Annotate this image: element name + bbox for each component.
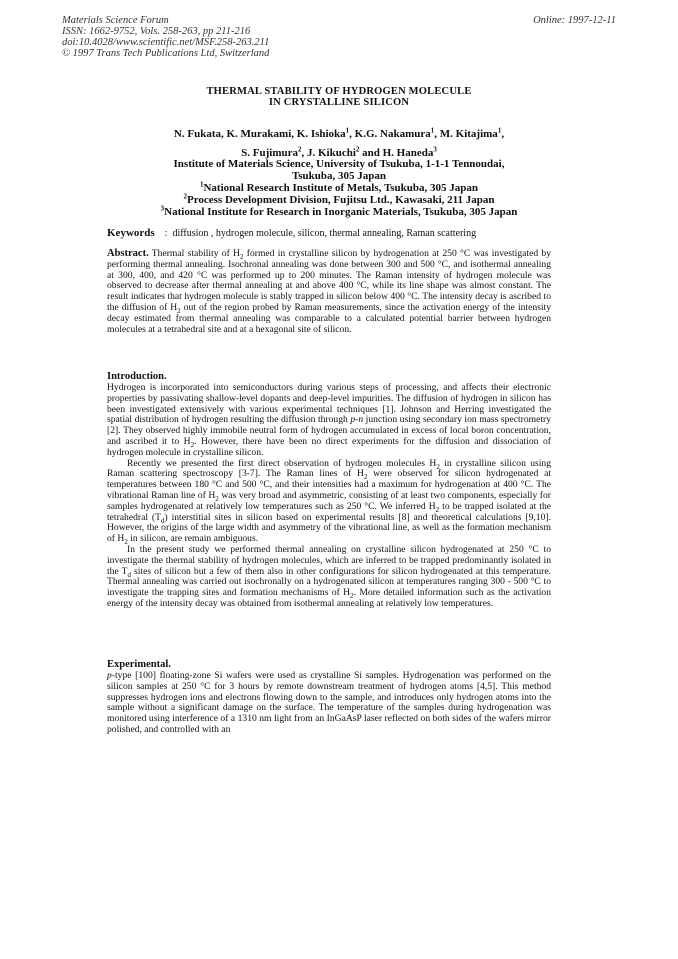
introduction-section [107,371,551,610]
paper-title [0,86,678,108]
intro-paragraph-1: Hydrogen is incorporated into semiconductors during various steps of processing, and affects their electronic properties by passivating shallow-level dopants and deep-level impurities. The diffusion of hydrogen in silicon has been investigated extensively with various experimental techniques [1]. Johnson and Herring investigated the spatial distribution of hydrogen resulting the diffusion through p-n junction using secondary ion mass spectrometry [2]. They observed highly immobile neutral form of hydrogen accumulated in excess of local boron concentration, and ascribed it to $H_2$. However, there have been no direct experiments for the diffusion and dissociation of hydrogen molecule in crystalline silicon. [107,382,551,458]
abstract-label: Abstract. [107,248,149,259]
experimental-section [107,659,551,736]
experimental-heading: Experimental. [107,659,171,670]
author-line-1: N. Fukata, K. Murakami, K. Ishioka$^1$, K.G. Nakamura$^1$, M. Kitajima$^1$, [173,126,505,140]
experimental-paragraph-1: p-type [100] floating-zone Si wafers were used as crystalline Si samples. Hydrogenation was performed on the silicon samples at 250 °C for 3 hours by remote downstream treatment of hydrogen atoms [4,5]. This method suppresses hydrogen ions and electrons flowing down to the sample, and introduces only hydrogen atoms into the sample without a significant damage on the surface. The temperature of the samples during hydrogenation was monitored using interference of a 1310 nm light from an InGaAsP laser reflected on both sides of the wafers mirror polished, and controlled with an [107,670,551,735]
abstract: Abstract. Thermal stability of $H_2$ formed in crystalline silicon by hydrogenation at 250 °C was investigated by performing thermal annealing. Isochronal annealing was done between 300 and 500 °C, and isothermal annealing at 300, 400, and 420 °C was performed up to 200 minutes. The Raman intensity of hydrogen molecule was observed to decrease after thermal annealing at and above 400 °C, while its line shape was almost constant. The result indicates that hydrogen molecule is stably trapped in silicon below 400 °C. The intensity decay is ascribed to the diffusion of $H_2$ out of the region probed by Raman measurements, since the activation energy of the intensity decay estimated from thermal annealing was comparable to a calculated potential barrier between hydrogen molecules at a tetrahedral site and at a hexagonal site of silicon. [107,248,551,335]
affiliation-2: $^1$National Research Institute of Metals, Tsukuba, 305 Japan [199,180,479,194]
issn-line: ISSN: 1662-9752, Vols. 258-263, pp 211-216 [62,26,251,37]
introduction-heading: Introduction. [107,371,167,382]
keywords-text: diffusion , hydrogen molecule, silicon, thermal annealing, Raman scattering [172,228,477,239]
affiliation-1-cont: Tsukuba, 305 Japan [291,170,387,182]
doi-link[interactable]: doi:10.4028/www.scientific.net/MSF.258-263.211 [62,37,270,48]
intro-paragraph-2: Recently we presented the first direct observation of hydrogen molecules $H_2$ in crystalline silicon using Raman scattering spectroscopy [3-7]. The Raman lines of $H_2$ were observed for silicon hydrogenated at temperatures between 180 °C and 500 °C, and their intensities had a maximum for hydrogenation at 400 °C. The vibrational Raman line of $H_2$ was very broad and asymmetric, consisting of at least two components, especially for samples hydrogenated at relatively low temperatures such as 250 °C. We inferred $H_2$ to be trapped isolated at the tetrahedral $(T_d)$ interstitial sites in silicon based on experimental results [8] and theoretical calculations [9,10]. However, the origins of the large width and asymmetry of the vibrational line, as well as the formation mechanism of $H_2$ in silicon, are remain ambiguous. [107,457,551,547]
journal-name: Materials Science Forum [62,15,169,26]
keywords-separator: : [164,228,168,239]
title-line-2: IN CRYSTALLINE SILICON [268,97,410,108]
affiliations [0,158,678,218]
author-line-2: S. Fujimura$^2$, J. Kikuchi$^2$ and H. Haneda$^3$ [241,145,437,159]
intro-paragraph-3: In the present study we performed thermal annealing on crystalline silicon hydrogenated at 250 °C to investigate the thermal stability of hydrogen molecules, which are inferred to be trapped predominantly isolated in the $T_d$ sites of silicon but a few of them also in other configurations for silicon hydrogenated at this temperature. Thermal annealing was carried out isochronally on a hydrogenated silicon at temperatures ranging 300 - 500 °C to investigate the trapping sites and formation mechanisms of $H_2$. More detailed information such as the activation energy of the intensity decay was obtained from isothermal annealing at relatively low temperatures. [107,543,551,609]
journal-metadata [62,15,269,59]
keywords-label: Keywords [107,227,155,239]
online-date: Online: 1997-12-11 [533,15,616,26]
affiliation-3: $^2$Process Development Division, Fujitsu Ltd., Kawasaki, 211 Japan [183,192,495,206]
affiliation-1: Institute of Materials Science, University of Tsukuba, 1-1-1 Tennoudai, [173,158,505,170]
title-line-1: THERMAL STABILITY OF HYDROGEN MOLECULE [206,86,472,97]
affiliation-4: $^3$National Institute for Research in Inorganic Materials, Tsukuba, 305 Japan [160,204,518,218]
keywords [107,227,476,239]
copyright-line: © 1997 Trans Tech Publications Ltd, Switzerland [62,48,270,59]
